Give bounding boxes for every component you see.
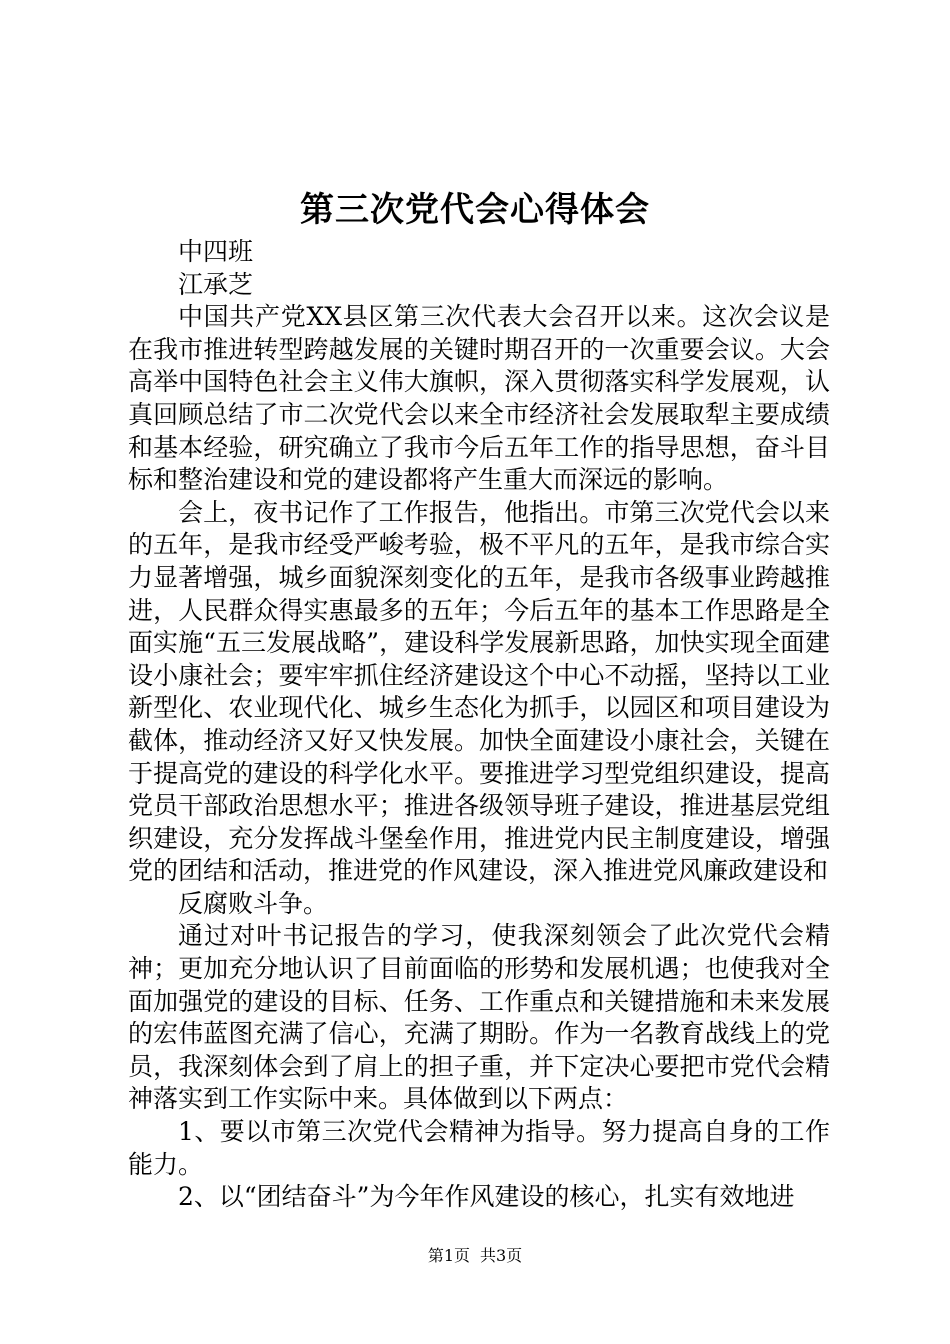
paragraph-1: 中国共产党XX县区第三次代表大会召开以来。这次会议是在我市推进转型跨越发展的关键时期召开的一次重要会议。大会高举中国特色社会主义伟大旗帜，深入贯彻落实科学发展观，认真回顾总结了市二次党代会以来全市经济社会发展取犁主要成绩和基本经验，研究确立了我市今后五年工作的指导思想，奋斗目标和整治建设和党的建设都将产生重大而深远的影响。	[128, 302, 830, 495]
paragraph-4: 通过对叶书记报告的学习，使我深刻领会了此次党代会精神；更加充分地认识了目前面临的形势和发展机遇；也使我对全面加强党的建设的目标、任务、工作重点和关键措施和未来发展的宏伟蓝图充满了信心，充满了期盼。作为一名教育战线上的党员，我深刻体会到了肩上的担子重，并下定决心要把市党代会精神落实到工作实际中来。具体做到以下两点：	[128, 921, 830, 1114]
list-item-2: 2、以“团结奋斗”为今年作风建设的核心，扎实有效地进	[178, 1182, 795, 1212]
page-number-current: 第1页	[427, 1246, 470, 1265]
author-line: 江承芝	[178, 269, 254, 299]
document-title: 第三次党代会心得体会	[300, 190, 650, 230]
paragraph-2: 会上，夜书记作了工作报告，他指出。市第三次党代会以来的五年，是我市经受严峻考验，极不平凡的五年，是我市综合实力显著增强，城乡面貌深刻变化的五年，是我市各级事业跨越推进，人民群众得实惠最多的五年；今后五年的基本工作思路是全面实施“五三发展战略”，建设科学发展新思路，加快实现全面建设小康社会；要牢牢抓住经济建设这个中心不动摇，坚持以工业新型化、农业现代化、城乡生态化为抓手，以园区和项目建设为截体，推动经济又好又快发展。加快全面建设小康社会，关键在于提高党的建设的科学化水平。要推进学习型党组织建设，提高党员干部政治思想水平；推进各级领导班子建设，推进基层党组织建设，充分发挥战斗堡垒作用，推进党内民主制度建设，增强党的团结和活动，推进党的作风建设，深入推进党风廉政建设和	[128, 497, 830, 886]
page-footer	[0, 1245, 950, 1267]
class-name-line: 中四班	[178, 237, 254, 266]
paragraph-3: 反腐败斗争。	[178, 888, 329, 918]
page-number-total: 共3页	[480, 1246, 523, 1265]
list-item-1: 1、要以市第三次党代会精神为指导。努力提高自身的工作能力。	[128, 1117, 830, 1179]
document-body	[128, 236, 830, 1214]
